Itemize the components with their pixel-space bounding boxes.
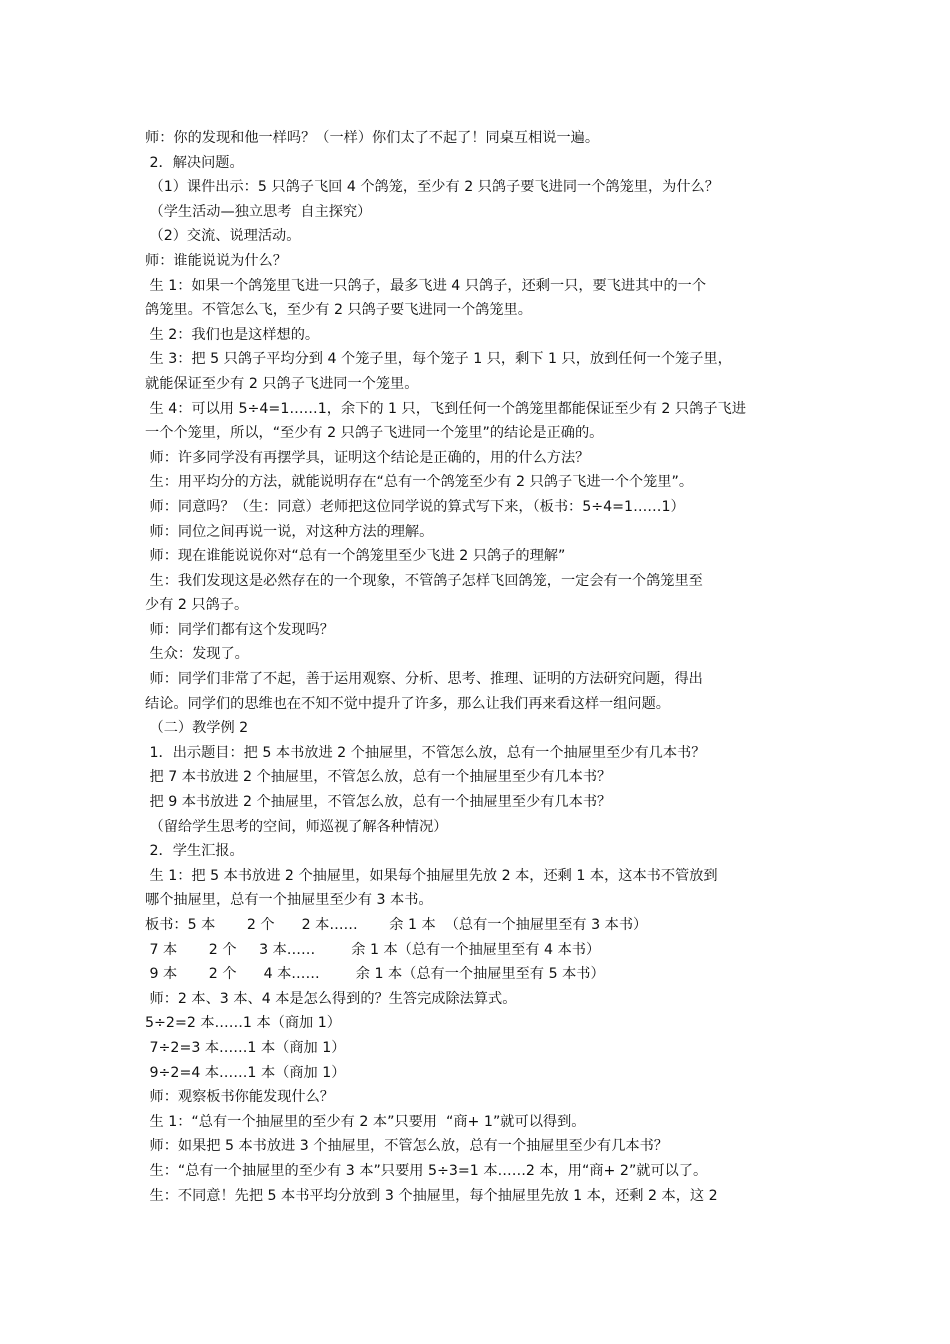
text-line: 生：用平均分的方法，就能说明存在“总有一个鸽笼至少有 2 只鸽子飞进一个个笼里”。: [145, 474, 694, 491]
text-line: 生：“总有一个抽屉里的至少有 3 本”只要用 5÷3=1 本……2 本，用“商+ 2”就可以了。: [145, 1162, 708, 1179]
document-body: [145, 126, 825, 1208]
board-writing-line: 7 本 2 个 3 本…… 余 1 本（总有一个抽屉里至有 4 本书）: [145, 941, 601, 958]
text-line: 师：你的发现和他一样吗？（一样）你们太了不起了！同桌互相说一遍。: [145, 130, 600, 146]
text-line: 师：同学们都有这个发现吗？: [145, 621, 334, 638]
text-line: 把 9 本书放进 2 个抽屉里，不管怎么放，总有一个抽屉里至少有几本书？: [145, 794, 612, 811]
text-line: 结论。同学们的思维也在不知不觉中提升了许多，那么让我们再来看这样一组问题。: [145, 695, 670, 712]
text-line: 师：2 本、3 本、4 本是怎么得到的？生答完成除法算式。: [145, 990, 517, 1007]
text-line: 生 3：把 5 只鸽子平均分到 4 个笼子里，每个笼子 1 只，剩下 1 只，放到任何一个笼子里，: [145, 351, 732, 368]
text-line: 鸽笼里。不管怎么飞，至少有 2 只鸽子要飞进同一个鸽笼里。: [145, 302, 532, 319]
text-line: 生：不同意！先把 5 本书平均分放到 3 个抽屉里，每个抽屉里先放 1 本，还剩 2 本，这 2: [145, 1187, 718, 1204]
text-line: 1．出示题目：把 5 本书放进 2 个抽屉里，不管怎么放，总有一个抽屉里至少有几本书？: [145, 744, 706, 761]
text-line: 生 1：如果一个鸽笼里飞进一只鸽子，最多飞进 4 只鸽子，还剩一只，要飞进其中的一个: [145, 277, 707, 294]
board-writing-line: 9 本 2 个 4 本…… 余 1 本（总有一个抽屉里至有 5 本书）: [145, 966, 605, 983]
text-line: 生：我们发现这是必然存在的一个现象，不管鸽子怎样飞回鸽笼，一定会有一个鸽笼里至: [145, 572, 703, 589]
text-line: 少有 2 只鸽子。: [145, 597, 249, 614]
text-line: 就能保证至少有 2 只鸽子飞进同一个笼里。: [145, 375, 419, 392]
text-line: （学生活动—独立思考 自主探究）: [145, 203, 372, 220]
board-writing-line: 板书：5 本 2 个 2 本…… 余 1 本 （总有一个抽屉里至有 3 本书）: [145, 917, 648, 933]
text-line: 生 4：可以用 5÷4=1……1，余下的 1 只，飞到任何一个鸽笼里都能保证至少有 2 只鸽子飞进: [145, 400, 746, 417]
text-line: 师：同学们非常了不起，善于运用观察、分析、思考、推理、证明的方法研究问题，得出: [145, 671, 703, 688]
text-line: 师：同位之间再说一说，对这种方法的理解。: [145, 523, 434, 540]
text-line: 2．解决问题。: [145, 154, 244, 171]
text-line: 师：许多同学没有再摆学具，证明这个结论是正确的，用的什么方法？: [145, 449, 590, 466]
text-line: 师：同意吗？（生：同意）老师把这位同学说的算式写下来，（板书：5÷4=1……1）: [145, 498, 685, 515]
section-heading: （二）教学例 2: [145, 720, 249, 737]
text-line: 师：观察板书你能发现什么？: [145, 1089, 334, 1106]
equation-line: 5÷2=2 本……1 本（商加 1）: [145, 1015, 341, 1032]
text-line: 一个个笼里，所以，“至少有 2 只鸽子飞进同一个笼里”的结论是正确的。: [145, 425, 604, 442]
text-line: （1）课件出示：5 只鸽子飞回 4 个鸽笼，至少有 2 只鸽子要飞进同一个鸽笼里，为什么？: [145, 179, 719, 196]
text-line: 生众：发现了。: [145, 646, 249, 663]
text-line: 生 1：把 5 本书放进 2 个抽屉里，如果每个抽屉里先放 2 本，还剩 1 本，这本书不管放到: [145, 867, 718, 884]
text-line: 把 7 本书放进 2 个抽屉里，不管怎么放，总有一个抽屉里至少有几本书？: [145, 769, 612, 786]
text-line: 师：谁能说说为什么？: [145, 252, 287, 269]
equation-line: 7÷2=3 本……1 本（商加 1）: [145, 1039, 346, 1056]
text-line: 生 2：我们也是这样想的。: [145, 326, 320, 343]
text-line: （留给学生思考的空间，师巡视了解各种情况）: [145, 818, 448, 835]
text-line: 师：如果把 5 本书放进 3 个抽屉里，不管怎么放，总有一个抽屉里至少有几本书？: [145, 1138, 668, 1155]
text-line: 哪个抽屉里，总有一个抽屉里至少有 3 本书。: [145, 892, 433, 909]
text-line: （2）交流、说理活动。: [145, 228, 301, 245]
text-line: 2．学生汇报。: [145, 843, 244, 860]
text-line: 生 1：“总有一个抽屉里的至少有 2 本”只要用 “商+ 1”就可以得到。: [145, 1113, 586, 1130]
equation-line: 9÷2=4 本……1 本（商加 1）: [145, 1064, 346, 1081]
text-line: 师：现在谁能说说你对“总有一个鸽笼里至少飞进 2 只鸽子的理解”: [145, 548, 566, 565]
